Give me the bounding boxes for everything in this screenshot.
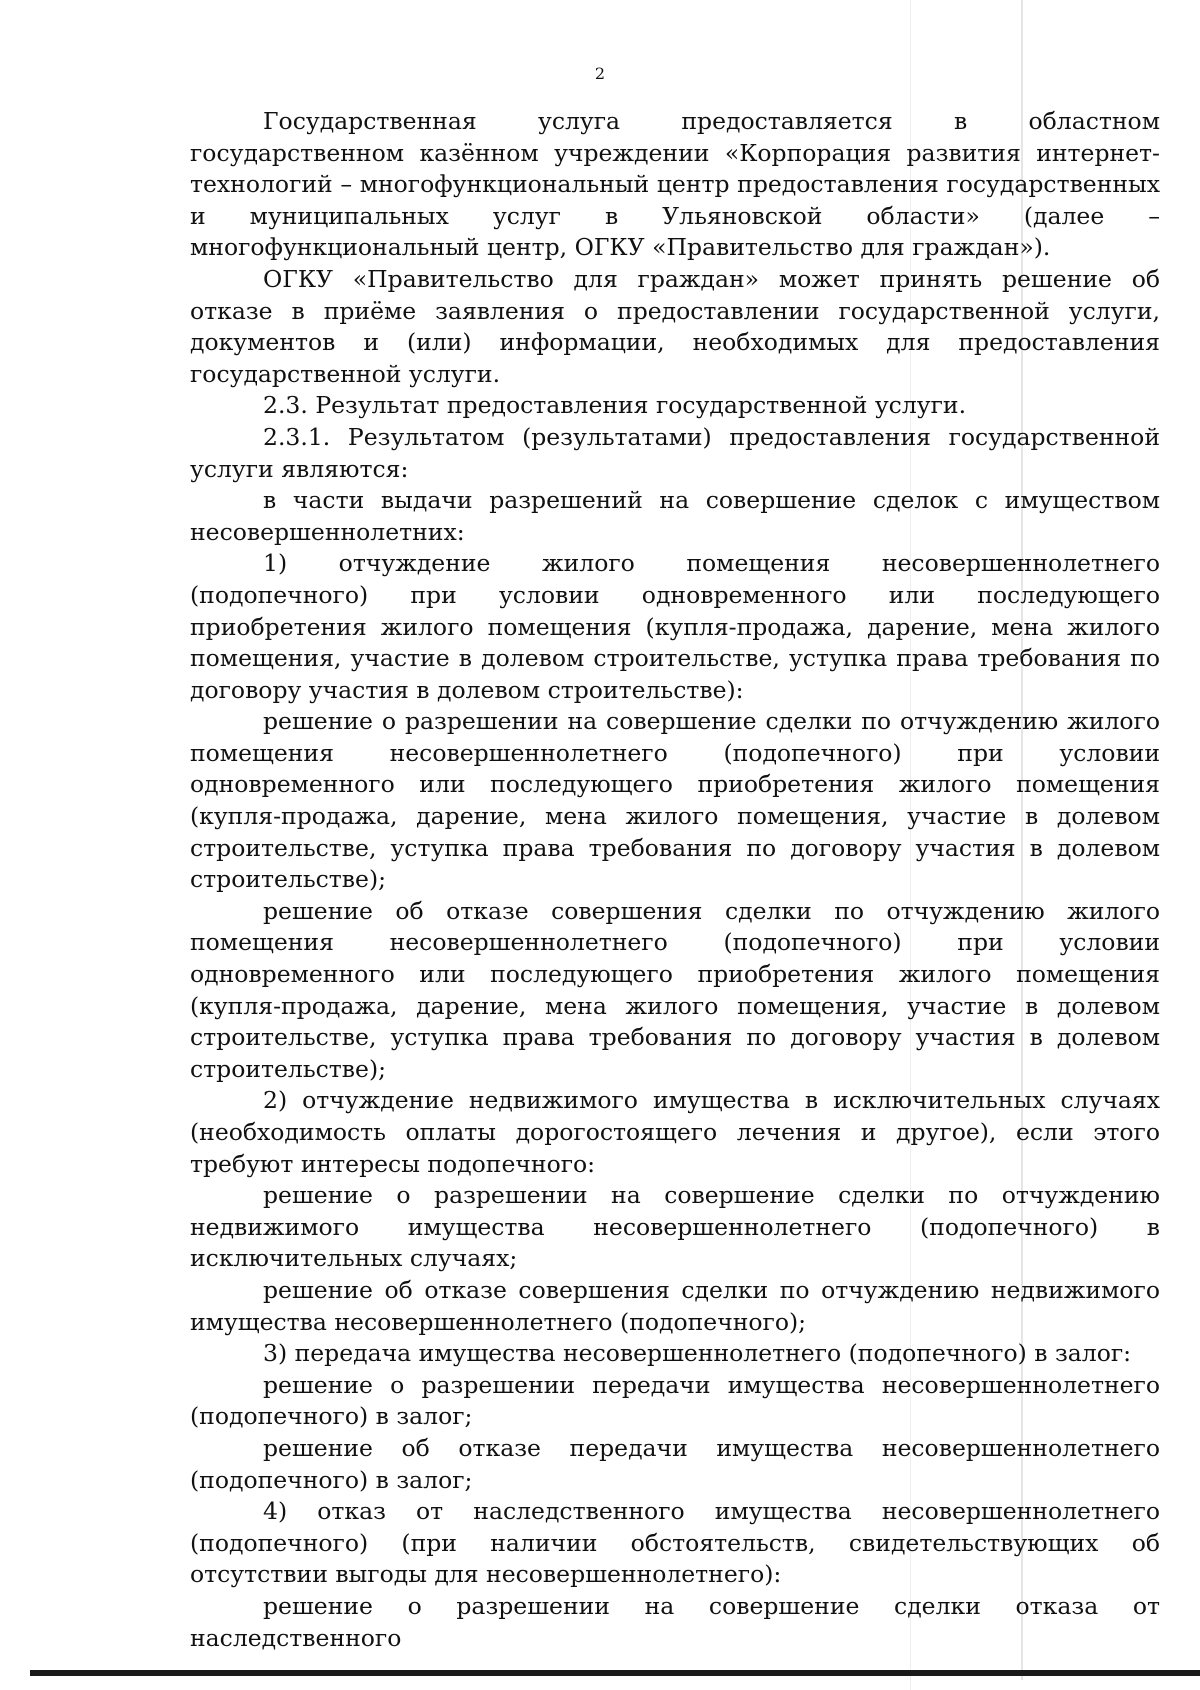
section-heading-2-3: 2.3. Результат предоставления государственной услуги. xyxy=(263,391,967,420)
document-body xyxy=(190,106,1160,1654)
paragraph-2-3-1: 2.3.1. Результатом (результатами) предоставления государственной услуги являются: xyxy=(190,422,1160,483)
paragraph-refusal-decision: ОГКУ «Правительство для граждан» может принять решение об отказе в приёме заявления о предоставлении государственной услуги, документов и (или) информации, необходимых для предоставления государственной услуги. xyxy=(190,264,1160,388)
decision-item: решение о разрешении на совершение сделки по отчуждению жилого помещения несовершеннолетнего (подопечного) при условии одновременного или последующего приобретения жилого помещения (купля-продажа, дарение, мена жилого помещения, участие в долевом строительстве, уступка права требования по договору участия в долевом строительстве); xyxy=(190,707,1160,894)
decision-item: решение об отказе совершения сделки по отчуждению недвижимого имущества несовершеннолетнего (подопечного); xyxy=(190,1275,1160,1336)
decision-item: решение о разрешении на совершение сделки по отчуждению недвижимого имущества несовершеннолетнего (подопечного) в исключительных случаях; xyxy=(190,1181,1160,1273)
list-item-1: 1) отчуждение жилого помещения несовершеннолетнего (подопечного) при условии одновременного или последующего приобретения жилого помещения (купля-продажа, дарение, мена жилого помещения, участие в долевом строительстве, уступка права требования по договору участия в долевом строительстве): xyxy=(190,549,1160,704)
decision-item: решение об отказе передачи имущества несовершеннолетнего (подопечного) в залог; xyxy=(190,1433,1160,1494)
decision-item: решение о разрешении передачи имущества несовершеннолетнего (подопечного) в залог; xyxy=(190,1370,1160,1431)
decision-item: решение об отказе совершения сделки по отчуждению жилого помещения несовершеннолетнего (подопечного) при условии одновременного или последующего приобретения жилого помещения (купля-продажа, дарение, мена жилого помещения, участие в долевом строительстве, уступка права требования по договору участия в долевом строительстве); xyxy=(190,896,1160,1083)
scan-bottom-edge xyxy=(30,1670,1200,1676)
list-item-2: 2) отчуждение недвижимого имущества в исключительных случаях (необходимость оплаты дорогостоящего лечения и другое), если этого требуют интересы подопечного: xyxy=(190,1086,1160,1178)
list-item-4: 4) отказ от наследственного имущества несовершеннолетнего (подопечного) (при наличии обстоятельств, свидетельствующих об отсутствии выгоды для несовершеннолетнего): xyxy=(190,1497,1160,1589)
paragraph-service-provider: Государственная услуга предоставляется в областном государственном казённом учреждении «Корпорация развития интернет-технологий – многофункциональный центр предоставления государственных и муниципальных услуг в Ульяновской области» (далее – многофункциональный центр, ОГКУ «Правительство для граждан»). xyxy=(190,107,1160,262)
decision-item: решение о разрешении на совершение сделки отказа от наследственного xyxy=(190,1591,1160,1652)
list-item-3: 3) передача имущества несовершеннолетнего (подопечного) в залог: xyxy=(263,1339,1132,1368)
page-number: 2 xyxy=(594,64,606,83)
paragraph-permits-intro: в части выдачи разрешений на совершение сделок с имуществом несовершеннолетних: xyxy=(190,486,1160,546)
